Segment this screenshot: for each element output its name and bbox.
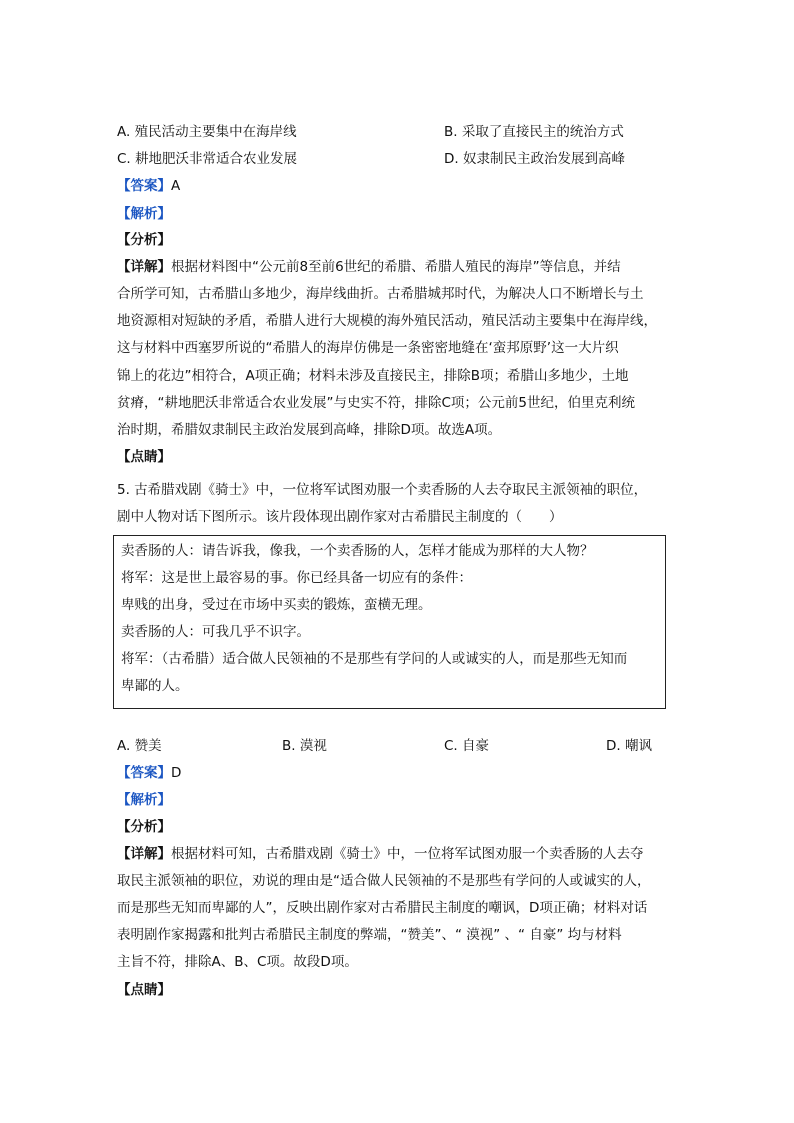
q5-answer [117,763,181,783]
q4-answer-value: A [171,178,181,194]
q5-dialogue-line-1: 卖香肠的人：请告诉我，像我，一个卖香肠的人，怎样才能成为那样的大人物？ [121,543,594,559]
q4-option-c: C. 耕地肥沃非常适合农业发展 [117,151,298,167]
q5-dialogue-line-5: 将军：（古希腊）适合做人民领袖的不是那些有学问的人或诚实的人，而是那些无知而 [121,651,628,667]
q5-stem-line-2: 剧中人物对话下图所示。该片段体现出剧作家对古希腊民主制度的（ ） [117,509,563,525]
q4-analysis-heading [117,204,171,224]
q4-detail-line-5: 锦上的花边”相符合，A项正确；材料未涉及直接民主，排除B项；希腊山多地少，土地 [117,368,629,384]
q5-dialogue-box [113,535,666,709]
q5-analysis-heading [117,790,171,810]
q5-dialogue-line-4: 卖香肠的人：可我几乎不识字。 [121,624,310,640]
q4-fenxi-heading [117,230,171,250]
q5-analysis-label: 【解析】 [117,792,171,808]
q4-detail-line-2: 合所学可知，古希腊山多地少，海岸线曲折。古希腊城邦时代，为解决人口不断增长与土 [117,286,644,302]
q5-detail-line-2: 取民主派领袖的职位，劝说的理由是“适合做人民领袖的不是那些有学问的人或诚实的人， [117,873,651,889]
q5-detail-line-5: 主旨不符，排除A、B、C项。故段D项。 [117,954,358,970]
q5-option-a: A. 赞美 [117,738,162,754]
q4-detail-label: 【详解】 [117,259,171,275]
q4-dianjing-label: 【点睛】 [117,449,171,465]
q5-answer-label: 【答案】 [117,765,171,781]
q5-dialogue-line-3: 卑贱的出身，受过在市场中买卖的锻炼，蛮横无理。 [121,597,432,613]
q5-dianjing-heading [117,980,171,1000]
q5-dianjing-label: 【点睛】 [117,982,171,998]
q4-option-a: A. 殖民活动主要集中在海岸线 [117,124,297,140]
q4-option-b: B. 采取了直接民主的统治方式 [444,124,624,140]
q5-detail-line-4: 表明剧作家揭露和批判古希腊民主制度的弊端，“赞美”、“ 漠视” 、“ 自豪” 均与材料 [117,927,622,943]
q4-detail-line-3: 地资源相对短缺的矛盾，希腊人进行大规模的海外殖民活动，殖民活动主要集中在海岸线， [117,313,657,329]
q5-stem-line-1: 5. 古希腊戏剧《骑士》中，一位将军试图劝服一个卖香肠的人去夺取民主派领袖的职位， [117,482,648,498]
q4-detail-line-6: 贫瘠，“耕地肥沃非常适合农业发展”与史实不符，排除C项；公元前5世纪，伯里克利统 [117,395,636,411]
q5-dialogue-line-6: 卑鄙的人。 [121,678,189,694]
q4-detail-line-4: 这与材料中西塞罗所说的“希腊人的海岸仿佛是一条密密地缝在‘蛮邦原野’这一大片织 [117,340,619,356]
q5-fenxi-heading [117,817,171,837]
q5-detail-label: 【详解】 [117,846,171,862]
q4-dianjing-heading [117,447,171,467]
q5-dialogue-line-2: 将军：这是世上最容易的事。你已经具备一切应有的条件： [121,570,472,586]
q5-fenxi-label: 【分析】 [117,819,171,835]
q5-detail-line-3: 而是那些无知而卑鄙的人”，反映出剧作家对古希腊民主制度的嘲讽，D项正确；材料对话 [117,900,648,916]
q4-detail-line-7: 治时期，希腊奴隶制民主政治发展到高峰，排除D项。故选A项。 [117,422,502,438]
q4-fenxi-label: 【分析】 [117,232,171,248]
q4-detail-line-1: 【详解】根据材料图中“公元前8至前6世纪的希腊、希腊人殖民的海岸”等信息，并结 [117,259,621,275]
q5-answer-value: D [171,765,182,781]
q4-option-d: D. 奴隶制民主政治发展到高峰 [444,151,625,167]
q5-option-b: B. 漠视 [282,738,327,754]
q5-option-d: D. 嘲讽 [606,738,652,754]
q4-analysis-label: 【解析】 [117,206,171,222]
q5-detail-line-1: 【详解】根据材料可知，古希腊戏剧《骑士》中，一位将军试图劝服一个卖香肠的人去夺 [117,846,644,862]
q4-answer [117,176,180,196]
q4-answer-label: 【答案】 [117,178,171,194]
q5-option-c: C. 自豪 [444,738,490,754]
